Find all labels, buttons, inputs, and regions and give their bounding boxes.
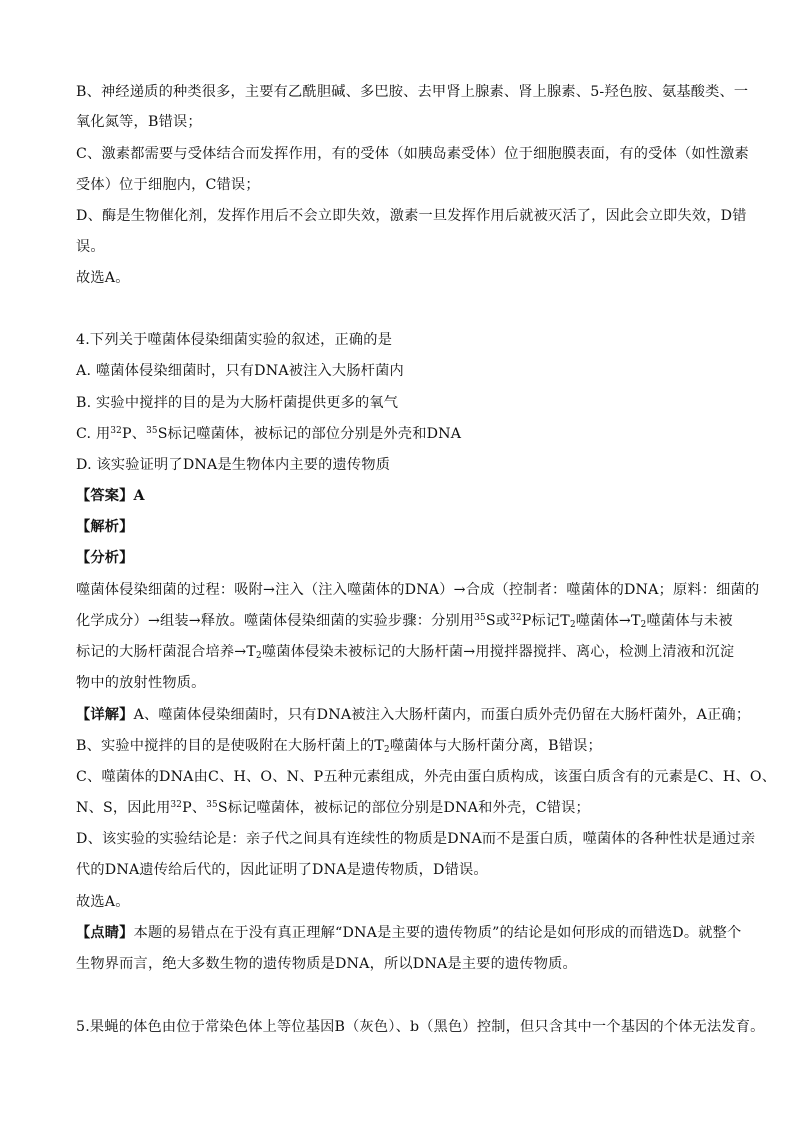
q3-select-answer: 故选A。 [76,270,130,286]
q4-option-b: B. 实验中搅拌的目的是为大肠杆菌提供更多的氧气 [76,395,399,411]
q4-xiangjie-line3: C、噬菌体的DNA由C、H、O、N、P五种元素组成，外壳由蛋白质构成，该蛋白质含有的元素是C、H、O、 [76,769,777,785]
q3-option-c-line1: C、激素都需要与受体结合而发挥作用，有的受体（如胰岛素受体）位于细胞膜表面，有的受体（如性激素 [76,146,749,162]
q4-xiangjie-line1: 【详解】A、噬菌体侵染细菌时，只有DNA被注入大肠杆菌内，而蛋白质外壳仍留在大肠杆菌外，A正确； [76,707,751,723]
q3-option-b-line1: B、神经递质的种类很多，主要有乙酰胆碱、多巴胺、去甲肾上腺素、肾上腺素、5-羟色胺、氨基酸类、一 [76,84,749,100]
q4-xiangjie-line4: N、S，因此用$^{32}$P、$^{35}$S标记噬菌体，被标记的部位分别是DNA和外壳，C错误； [76,800,590,816]
q5-stem: 5.果蝇的体色由位于常染色体上等位基因B（灰色）、b（黑色）控制，但只含其中一个基因的个体无法发育。 [76,1019,765,1035]
q4-stem: 4.下列关于噬菌体侵染细菌实验的叙述，正确的是 [76,332,393,348]
q4-fenxi-line2: 化学成分）→组装→释放。噬菌体侵染细菌的实验步骤：分别用$^{35}$S或$^{32}$P标记$T_2$噬菌体$\to T_2$噬菌体与未被 [76,613,733,631]
q4-fenxi-line3: 标记的大肠杆菌混合培养$\to T_2$噬菌体侵染未被标记的大肠杆菌→用搅拌器搅拌、离心，检测上清液和沉淀 [76,644,735,662]
q4-fenxi-line4: 物中的放射性物质。 [76,675,206,691]
q4-select-answer: 故选A。 [76,894,130,910]
q4-dianjing-line2: 生物界而言，绝大多数生物的遗传物质是DNA，所以DNA是主要的遗传物质。 [76,956,577,972]
q3-option-d-line1: D、酶是生物催化剂，发挥作用后不会立即失效，激素一旦发挥作用后就被灭活了，因此会立即失效，D错 [76,208,747,224]
q4-option-c: C. 用$^{32}$P、$^{35}$S标记噬菌体，被标记的部位分别是外壳和DNA [76,426,462,442]
q4-analysis-heading: 【解析】 [76,519,134,535]
q4-xiangjie-line6: 代的DNA遗传给后代的，因此证明了DNA是遗传物质，D错误。 [76,862,488,878]
q4-option-d: D. 该实验证明了DNA是生物体内主要的遗传物质 [76,457,391,473]
q4-option-a: A. 噬菌体侵染细菌时，只有DNA被注入大肠杆菌内 [76,363,404,379]
q4-dianjing-line1: 【点睛】本题的易错点在于没有真正理解“DNA是主要的遗传物质”的结论是如何形成的而错选D。就整个 [76,925,742,941]
q3-option-d-line2: 误。 [76,239,105,255]
q4-fenxi-heading: 【分析】 [76,550,134,566]
q4-xiangjie-line5: D、该实验的实验结论是：亲子代之间具有连续性的物质是DNA而不是蛋白质，噬菌体的各种性状是通过亲 [76,831,756,847]
q4-answer: 【答案】A [76,488,145,504]
q4-xiangjie-line2: B、实验中搅拌的目的是使吸附在大肠杆菌上的$T_2$噬菌体与大肠杆菌分离，B错误； [76,738,602,756]
q4-fenxi-line1: 噬菌体侵染细菌的过程：吸附→注入（注入噬菌体的DNA）→合成（控制者：噬菌体的DNA；原料：细菌的 [76,582,760,598]
q3-option-b-line2: 氧化氮等，B错误； [76,114,202,130]
q3-option-c-line2: 受体）位于细胞内，C错误； [76,177,260,193]
